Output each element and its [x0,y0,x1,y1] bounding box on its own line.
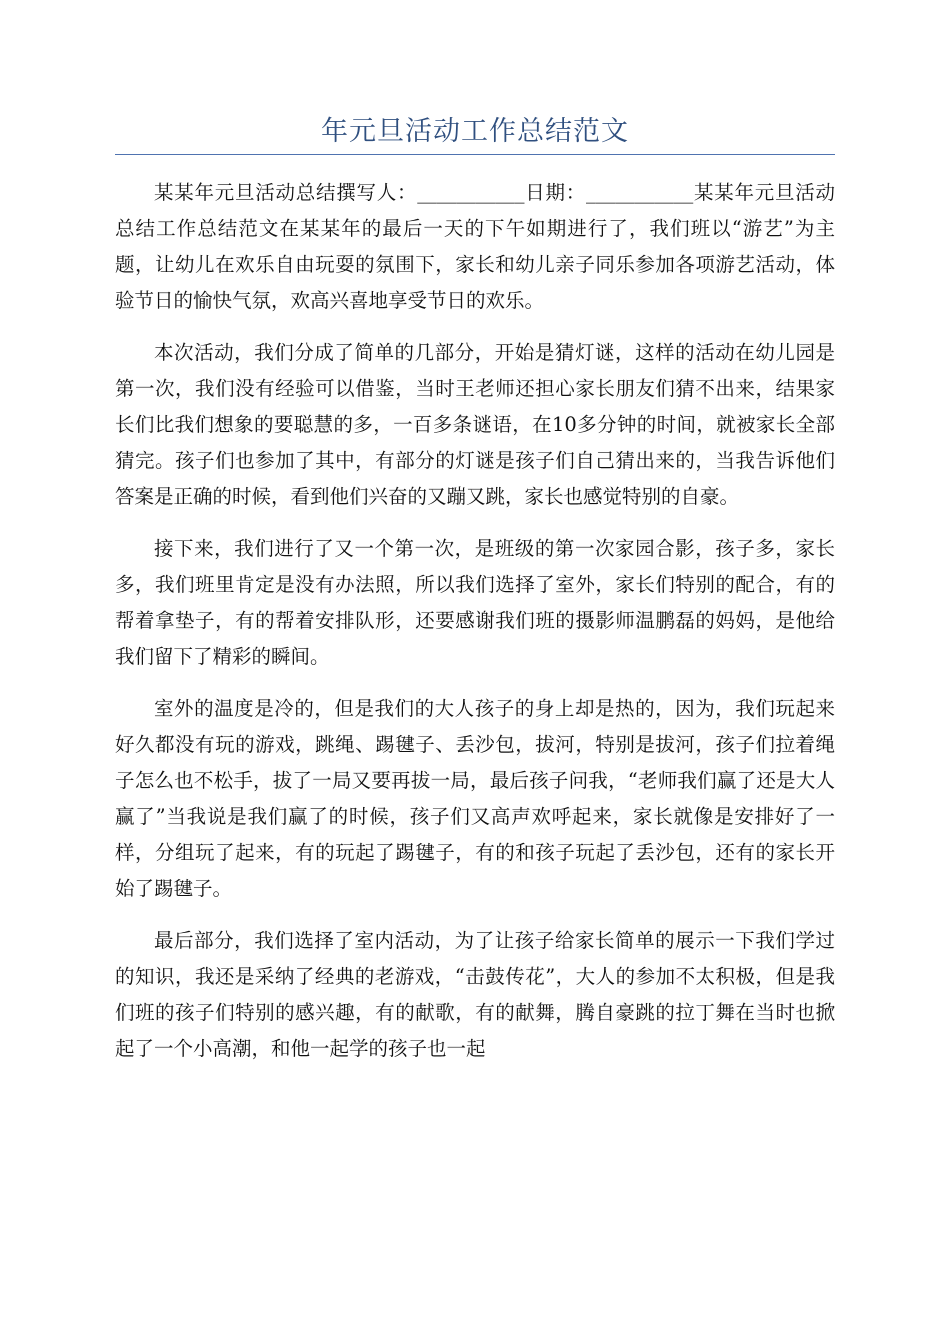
paragraph-5: 最后部分，我们选择了室内活动，为了让孩子给家长简单的展示一下我们学过的知识，我还是采纳了经典的老游戏，“击鼓传花”，大人的参加不太积极，但是我们班的孩子们特别的感兴趣，有的献歌，有的献舞，腾自豪跳的拉丁舞在当时也掀起了一个小高潮，和他一起学的孩子也一起 [115,929,835,1060]
paragraph-2: 本次活动，我们分成了简单的几部分，开始是猜灯谜，这样的活动在幼儿园是第一次，我们没有经验可以借鉴，当时王老师还担心家长朋友们猜不出来，结果家长们比我们想象的要聪慧的多，一百多条谜语，在10多分钟的时间，就被家长全部猜完。孩子们也参加了其中，有部分的灯谜是孩子们自己猜出来的，当我告诉他们答案是正确的时候，看到他们兴奋的又蹦又跳，家长也感觉特别的自豪。 [115,341,835,508]
paragraph-1: 某某年元旦活动总结撰写人：___________日期：___________某某年元旦活动总结工作总结范文在某某年的最后一天的下午如期进行了，我们班以“游艺”为主题，让幼儿在欢乐自由玩耍的氛围下，家长和幼儿亲子同乐参加各项游艺活动，体验节日的愉快气氛，欢高兴喜地享受节日的欢乐。 [115,181,835,312]
paragraph-3: 接下来，我们进行了又一个第一次，是班级的第一次家园合影，孩子多，家长多，我们班里肯定是没有办法照，所以我们选择了室外，家长们特别的配合，有的帮着拿垫子，有的帮着安排队形，还要感谢我们班的摄影师温鹏磊的妈妈，是他给我们留下了精彩的瞬间。 [115,537,835,668]
document-title: 年元旦活动工作总结范文 [321,116,629,147]
document-body [115,175,835,1083]
paragraph-4: 室外的温度是冷的，但是我们的大人孩子的身上却是热的，因为，我们玩起来好久都没有玩的游戏，跳绳、踢毽子、丢沙包，拔河，特别是拔河，孩子们拉着绳子怎么也不松手，拔了一局又要再拔一局，最后孩子问我，“老师我们赢了还是大人赢了”当我说是我们赢了的时候，孩子们又高声欢呼起来，家长就像是安排好了一样，分组玩了起来，有的玩起了踢毽子，有的和孩子玩起了丢沙包，还有的家长开始了踢毽子。 [115,697,835,900]
title-underline [115,154,835,155]
